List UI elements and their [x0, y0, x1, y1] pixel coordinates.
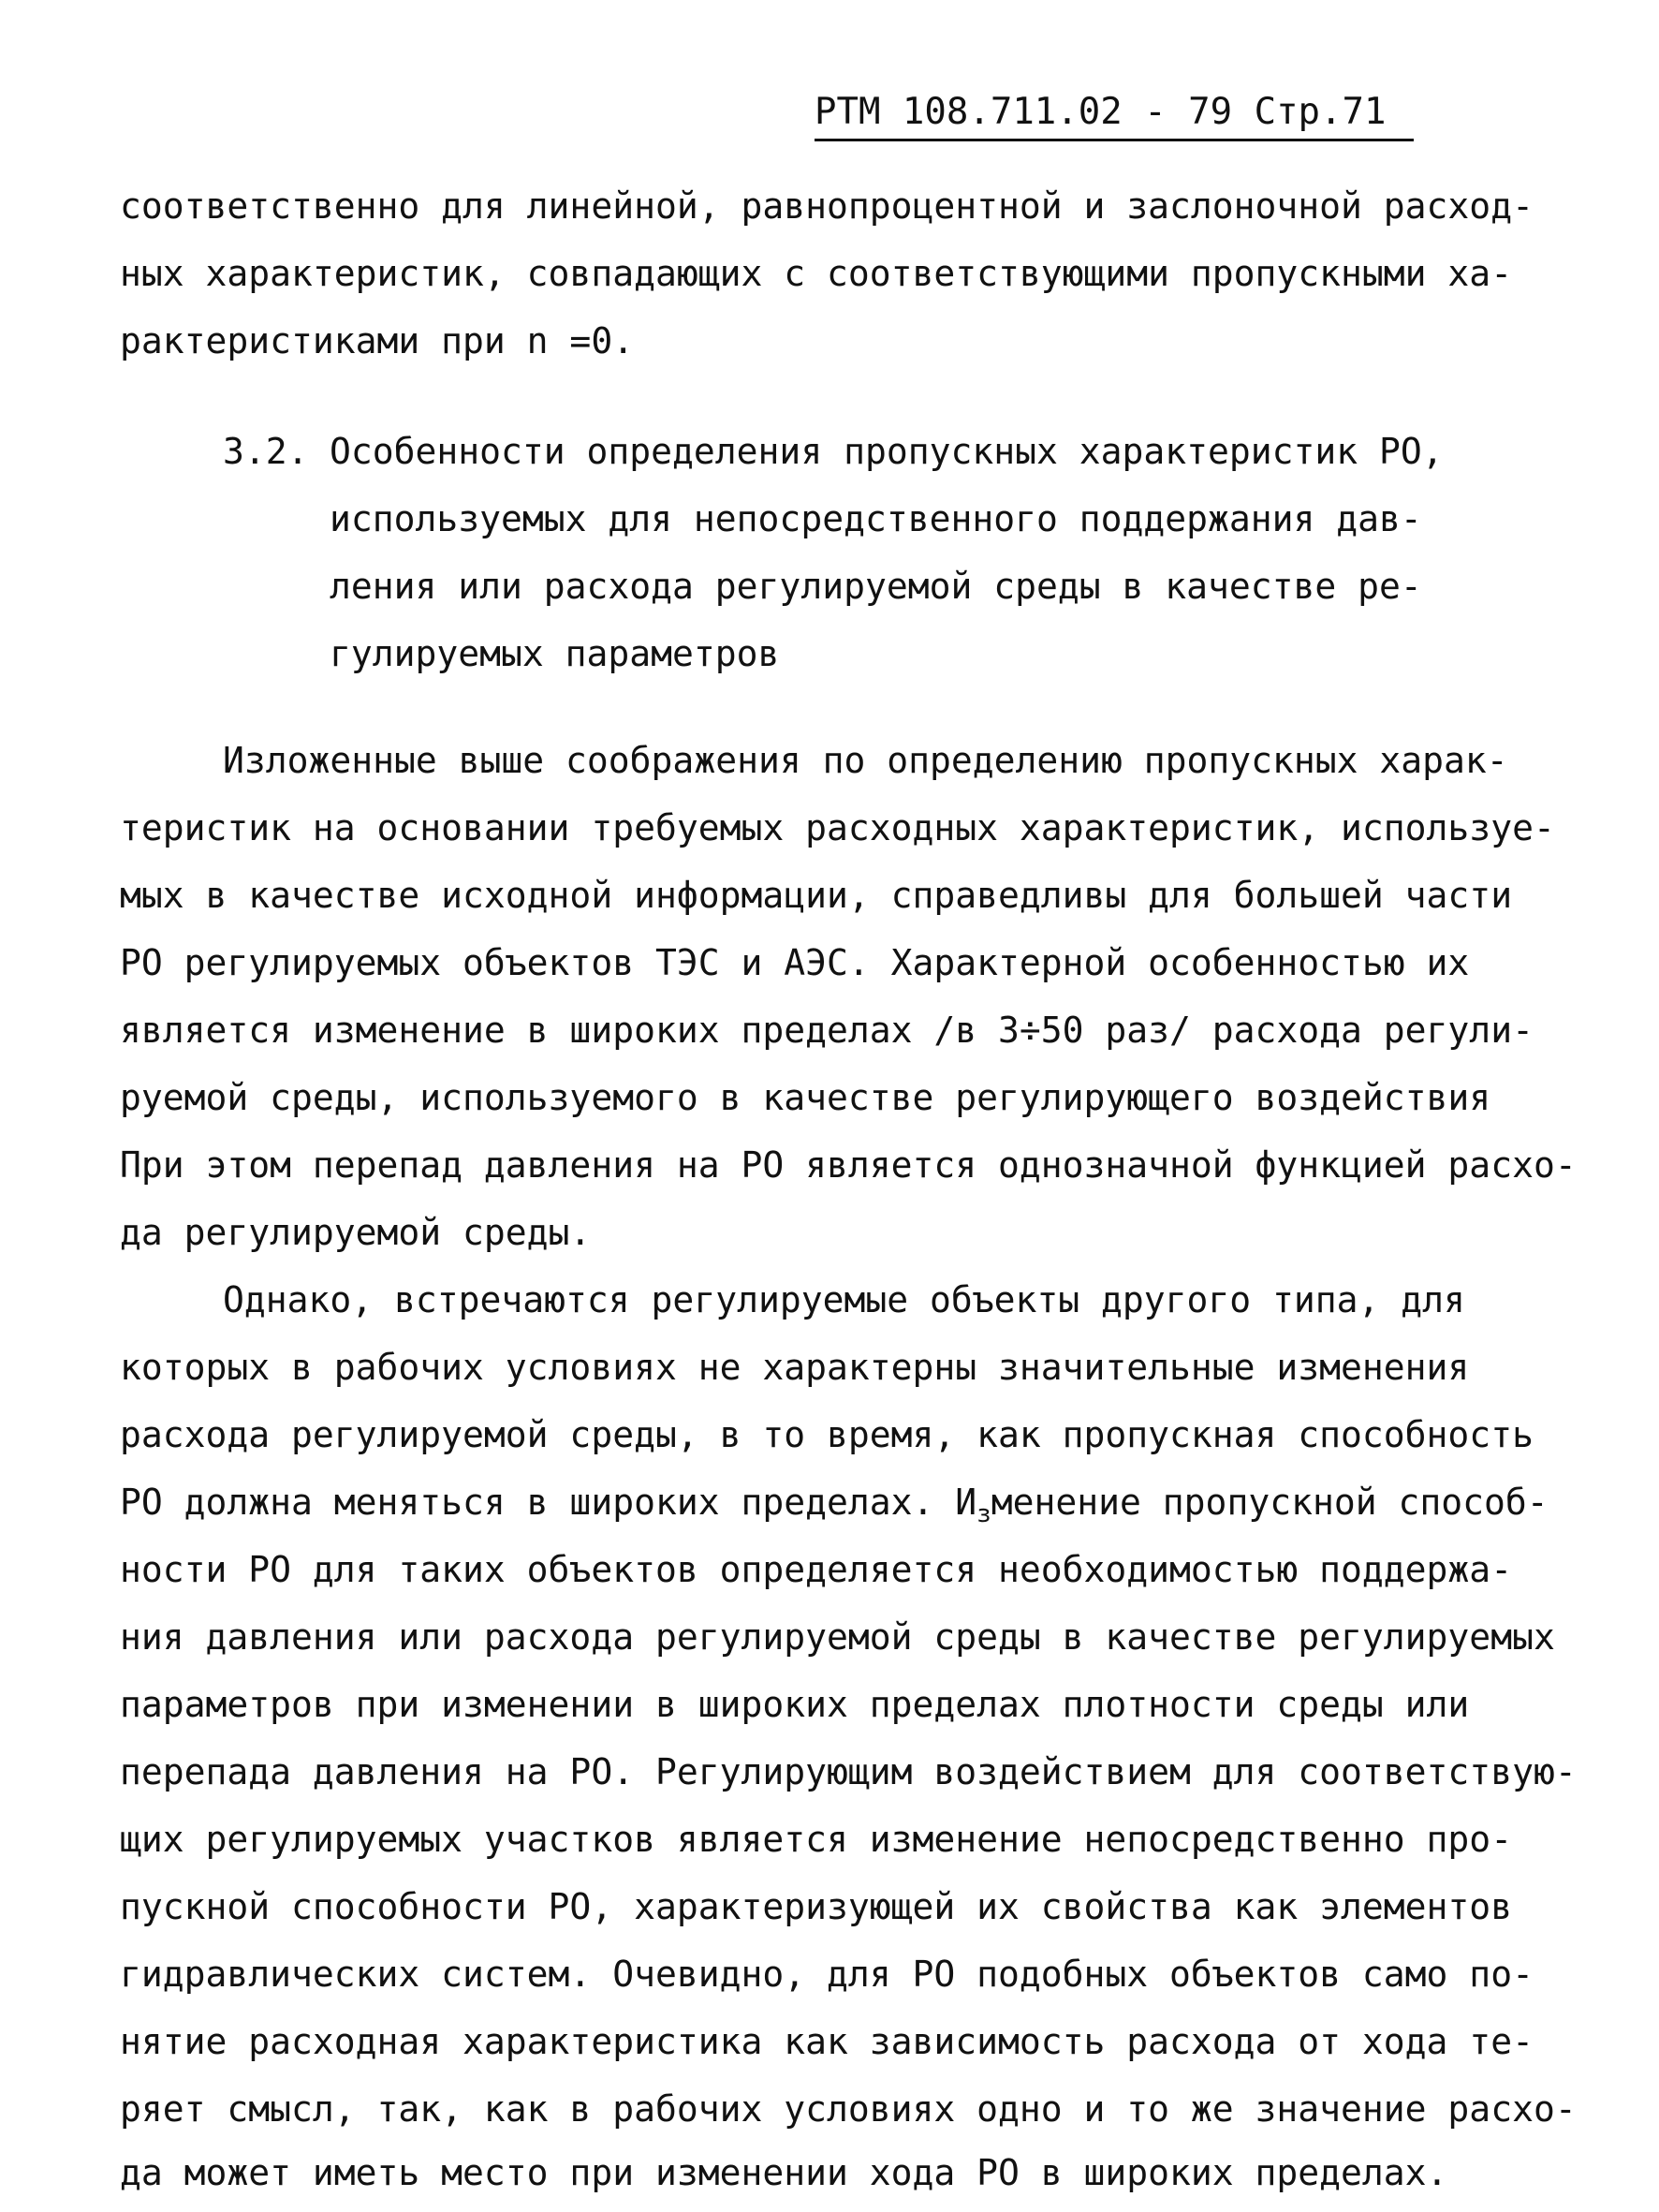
section-heading-line-4: гулируемых параметров: [330, 633, 780, 674]
paragraph-2-line-7: параметров при изменении в широких пределах плотности среды или: [120, 1684, 1470, 1725]
paragraph-2-line-10: пускной способности РО, характеризующей их свойства как элементов: [120, 1886, 1513, 1927]
page-header: РТМ 108.711.02 - 79 Стр.71: [815, 90, 1414, 141]
paragraph-2-line-2: которых в рабочих условиях не характерны значительные изменения: [120, 1347, 1470, 1388]
paragraph-2-line-4-part-a: РО должна меняться в широких пределах. И: [120, 1482, 977, 1523]
intro-line-3: рактеристиками при n =0.: [120, 320, 635, 361]
section-heading-line-3: ления или расхода регулируемой среды в качестве ре-: [330, 566, 1422, 607]
paragraph-2-line-14: да может иметь место при изменении хода РО в широких пределах.: [120, 2152, 1448, 2193]
paragraph-1-line-7: При этом перепад давления на РО является однозначной функцией расхо-: [120, 1144, 1577, 1186]
paragraph-2-line-5: ности РО для таких объектов определяется необходимостью поддержа-: [120, 1549, 1513, 1590]
paragraph-1-line-8: да регулируемой среды.: [120, 1212, 592, 1253]
paragraph-2-line-4-part-b: менение пропускной способ-: [991, 1482, 1549, 1523]
section-heading-line-1: Особенности определения пропускных характеристик РО,: [330, 431, 1444, 472]
section-number: 3.2.: [223, 431, 309, 472]
paragraph-1-line-6: руемой среды, используемого в качестве регулирующего воздействия: [120, 1077, 1491, 1118]
paragraph-2-line-3: расхода регулируемой среды, в то время, как пропускная способность: [120, 1414, 1534, 1455]
paragraph-2-line-13: ряет смысл, так, как в рабочих условиях одно и то же значение расхо-: [120, 2088, 1577, 2130]
paragraph-1-line-5: является изменение в широких пределах /в 3÷50 раз/ расхода регули-: [120, 1010, 1534, 1051]
paragraph-1-line-3: мых в качестве исходной информации, справедливы для большей части: [120, 875, 1513, 916]
paragraph-2-line-8: перепада давления на РО. Регулирующим воздействием для соответствую-: [120, 1751, 1577, 1792]
paragraph-1-line-4: РО регулируемых объектов ТЭС и АЭС. Характерной особенностью их: [120, 942, 1470, 983]
section-heading-line-2: используемых для непосредственного поддержания дав-: [330, 498, 1422, 539]
paragraph-2-line-1: Однако, встречаются регулируемые объекты другого типа, для: [223, 1279, 1465, 1320]
paragraph-2-line-12: нятие расходная характеристика как зависимость расхода от хода те-: [120, 2021, 1534, 2062]
paragraph-2-line-4-subscript: з: [976, 1500, 991, 1528]
intro-line-1: соответственно для линейной, равнопроцентной и заслоночной расход-: [120, 185, 1534, 227]
paragraph-2-line-9: щих регулируемых участков является изменение непосредственно про-: [120, 1819, 1513, 1860]
paragraph-1-line-1: Изложенные выше соображения по определению пропускных харак-: [223, 740, 1508, 781]
paragraph-2-line-6: ния давления или расхода регулируемой среды в качестве регулируемых: [120, 1616, 1555, 1658]
paragraph-2-line-11: гидравлических систем. Очевидно, для РО подобных объектов само по-: [120, 1954, 1534, 1995]
intro-line-2: ных характеристик, совпадающих с соответствующими пропускными ха-: [120, 253, 1513, 294]
paragraph-2-line-4: [120, 1480, 1549, 1529]
paragraph-1-line-2: теристик на основании требуемых расходных характеристик, используе-: [120, 807, 1555, 848]
